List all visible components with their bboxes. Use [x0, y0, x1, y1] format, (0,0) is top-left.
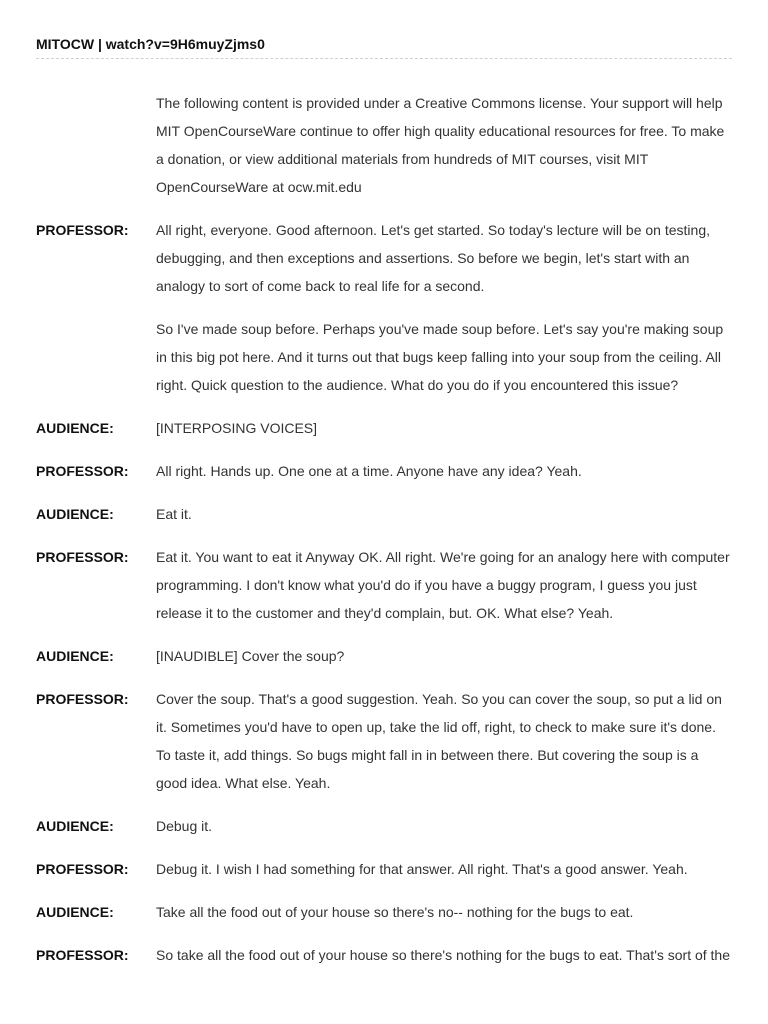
header-divider — [36, 58, 732, 59]
transcript-entry — [36, 414, 732, 442]
speaker-label: AUDIENCE: — [36, 506, 114, 522]
utterance-paragraph: Take all the food out of your house so there's no-- nothing for the bugs to eat. — [156, 904, 634, 920]
speaker-label — [36, 89, 156, 201]
utterance-paragraph: Eat it. You want to eat it Anyway OK. All right. We're going for an analogy here with computer programming. I don't know what you'd do if you have a buggy program, I guess you just release it to the customer and they'd complain, but. OK. What else? Yeah. — [156, 549, 730, 621]
transcript-entry — [36, 812, 732, 840]
speaker-label: AUDIENCE: — [36, 648, 114, 664]
transcript-entry — [36, 89, 732, 201]
transcript — [36, 89, 732, 984]
utterance — [156, 642, 732, 670]
utterance — [156, 941, 732, 969]
utterance — [156, 685, 732, 797]
utterance — [156, 898, 732, 926]
page-title: MITOCW | watch?v=9H6muyZjms0 — [36, 36, 265, 52]
transcript-entry — [36, 500, 732, 528]
transcript-entry — [36, 898, 732, 926]
speaker-label: PROFESSOR: — [36, 463, 129, 479]
transcript-entry — [36, 457, 732, 485]
utterance — [156, 500, 732, 528]
utterance-paragraph: The following content is provided under a Creative Commons license. Your support will help MIT OpenCourseWare continue to offer high quality educational resources for free. To make a donation, or view additional materials from hundreds of MIT courses, visit MIT OpenCourseWare at ocw.mit.edu — [156, 95, 725, 195]
utterance — [156, 855, 732, 883]
utterance-paragraph: [INTERPOSING VOICES] — [156, 420, 318, 436]
speaker-label: PROFESSOR: — [36, 947, 129, 963]
utterance-paragraph: All right. Hands up. One one at a time. Anyone have any idea? Yeah. — [156, 463, 582, 479]
transcript-entry — [36, 543, 732, 627]
utterance — [156, 812, 732, 840]
page-header — [36, 35, 732, 53]
utterance-paragraph: So take all the food out of your house so there's nothing for the bugs to eat. That's sort of the — [156, 947, 731, 963]
utterance — [156, 457, 732, 485]
speaker-label: PROFESSOR: — [36, 222, 129, 238]
utterance-paragraph: Cover the soup. That's a good suggestion. Yeah. So you can cover the soup, so put a lid on it. Sometimes you'd have to open up, take the lid off, right, to check to make sure it's done. To taste it, add things. So bugs might fall in in between there. But covering the soup is a good idea. What else. Yeah. — [156, 691, 722, 791]
transcript-entry — [36, 685, 732, 797]
speaker-label: AUDIENCE: — [36, 904, 114, 920]
transcript-entry — [36, 642, 732, 670]
utterance — [156, 543, 732, 627]
speaker-label: PROFESSOR: — [36, 691, 129, 707]
speaker-label: PROFESSOR: — [36, 861, 129, 877]
utterance-paragraph: Debug it. — [156, 818, 213, 834]
speaker-label: AUDIENCE: — [36, 818, 114, 834]
speaker-label: PROFESSOR: — [36, 549, 129, 565]
utterance-paragraph: Debug it. I wish I had something for that answer. All right. That's a good answer. Yeah. — [156, 861, 688, 877]
transcript-entry — [36, 855, 732, 883]
transcript-entry — [36, 941, 732, 969]
utterance — [156, 216, 732, 399]
utterance-paragraph: Eat it. — [156, 506, 192, 522]
utterance-paragraph: All right, everyone. Good afternoon. Let's get started. So today's lecture will be on testing, debugging, and then exceptions and assertions. So before we begin, let's start with an analogy to sort of come back to real life for a second. — [156, 222, 710, 294]
utterance — [156, 89, 732, 201]
transcript-entry — [36, 216, 732, 399]
utterance — [156, 414, 732, 442]
speaker-label: AUDIENCE: — [36, 420, 114, 436]
utterance-paragraph: So I've made soup before. Perhaps you've made soup before. Let's say you're making soup in this big pot here. And it turns out that bugs keep falling into your soup from the ceiling. All right. Quick question to the audience. What do you do if you encountered this issue? — [156, 321, 724, 393]
utterance-paragraph: [INAUDIBLE] Cover the soup? — [156, 648, 345, 664]
